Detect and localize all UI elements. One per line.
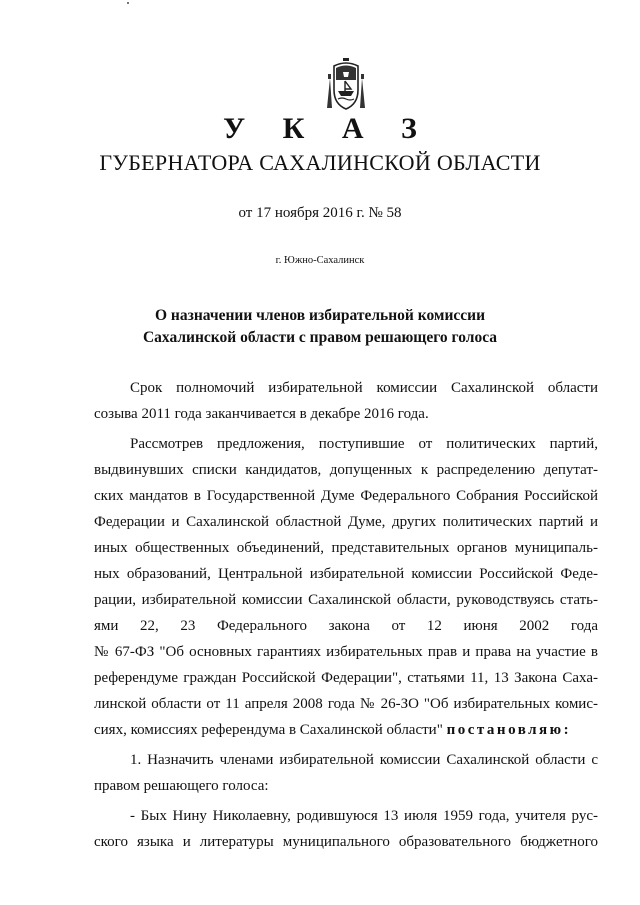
scan-speck — [127, 2, 129, 4]
paragraph-line — [94, 717, 598, 743]
paragraph-line: ных образований, Центральной избирательной комиссии Российской Феде- — [94, 566, 598, 582]
paragraph-line: правом решающего голоса: — [94, 778, 269, 794]
paragraph-line: Срок полномочий избирательной комиссии Сахалинской области — [130, 380, 598, 396]
paragraph-line: Рассмотрев предложения, поступившие от политических партий, — [130, 436, 598, 452]
sakhalin-coat-of-arms-icon — [323, 58, 369, 110]
document-title: У К А З — [223, 112, 432, 145]
paragraph-line: № 67-ФЗ "Об основных гарантиях избирательных прав и права на участие в — [94, 644, 598, 660]
paragraph-line: ского языка и литературы муниципального образовательного бюджетного — [94, 834, 598, 850]
paragraph-line: референдуме граждан Российской Федерации", статьями 11, 13 Закона Саха- — [94, 670, 598, 686]
paragraph-line: линской области от 11 апреля 2008 года № 26-ЗО "Об избирательных комис- — [94, 696, 598, 712]
paragraph-line: иных общественных объединений, представительных органов муниципаль- — [94, 540, 598, 556]
subject-line: Сахалинской области с правом решающего голоса — [142, 329, 498, 346]
paragraph-line: выдвинувших списки кандидатов, допущенных к распределению депутат- — [94, 462, 598, 478]
subject-heading — [0, 305, 640, 349]
issuer-heading: ГУБЕРНАТОРА САХАЛИНСКОЙ ОБЛАСТИ — [99, 150, 541, 175]
date-and-number: от 17 ноября 2016 г. № 58 — [238, 205, 402, 221]
paragraph-line: рации, избирательной комиссии Сахалинской области, руководствуясь стать- — [94, 592, 598, 608]
decree-keyword: постановляю: — [446, 722, 572, 738]
paragraph-line: - Бых Нину Николаевну, родившуюся 13 июля 1959 года, учителя рус- — [130, 808, 598, 824]
city-label: г. Южно-Сахалинск — [275, 255, 365, 266]
subject-line: О назначении членов избирательной комиссии — [154, 307, 486, 324]
paragraph-text: сиях, комиссиях референдума в Сахалинской области" — [94, 722, 443, 738]
paragraph-line: Федерации и Сахалинской областной Думе, других политических партий и — [94, 514, 598, 530]
paragraph-line: 1. Назначить членами избирательной комиссии Сахалинской области с — [130, 752, 598, 768]
body-text — [94, 375, 598, 855]
paragraph-line: созыва 2011 года заканчивается в декабре 2016 года. — [94, 406, 429, 422]
paragraph-line: ями 22, 23 Федерального закона от 12 июня 2002 года — [94, 618, 598, 634]
paragraph-line: ских мандатов в Государственной Думе Федерального Собрания Российской — [94, 488, 598, 504]
